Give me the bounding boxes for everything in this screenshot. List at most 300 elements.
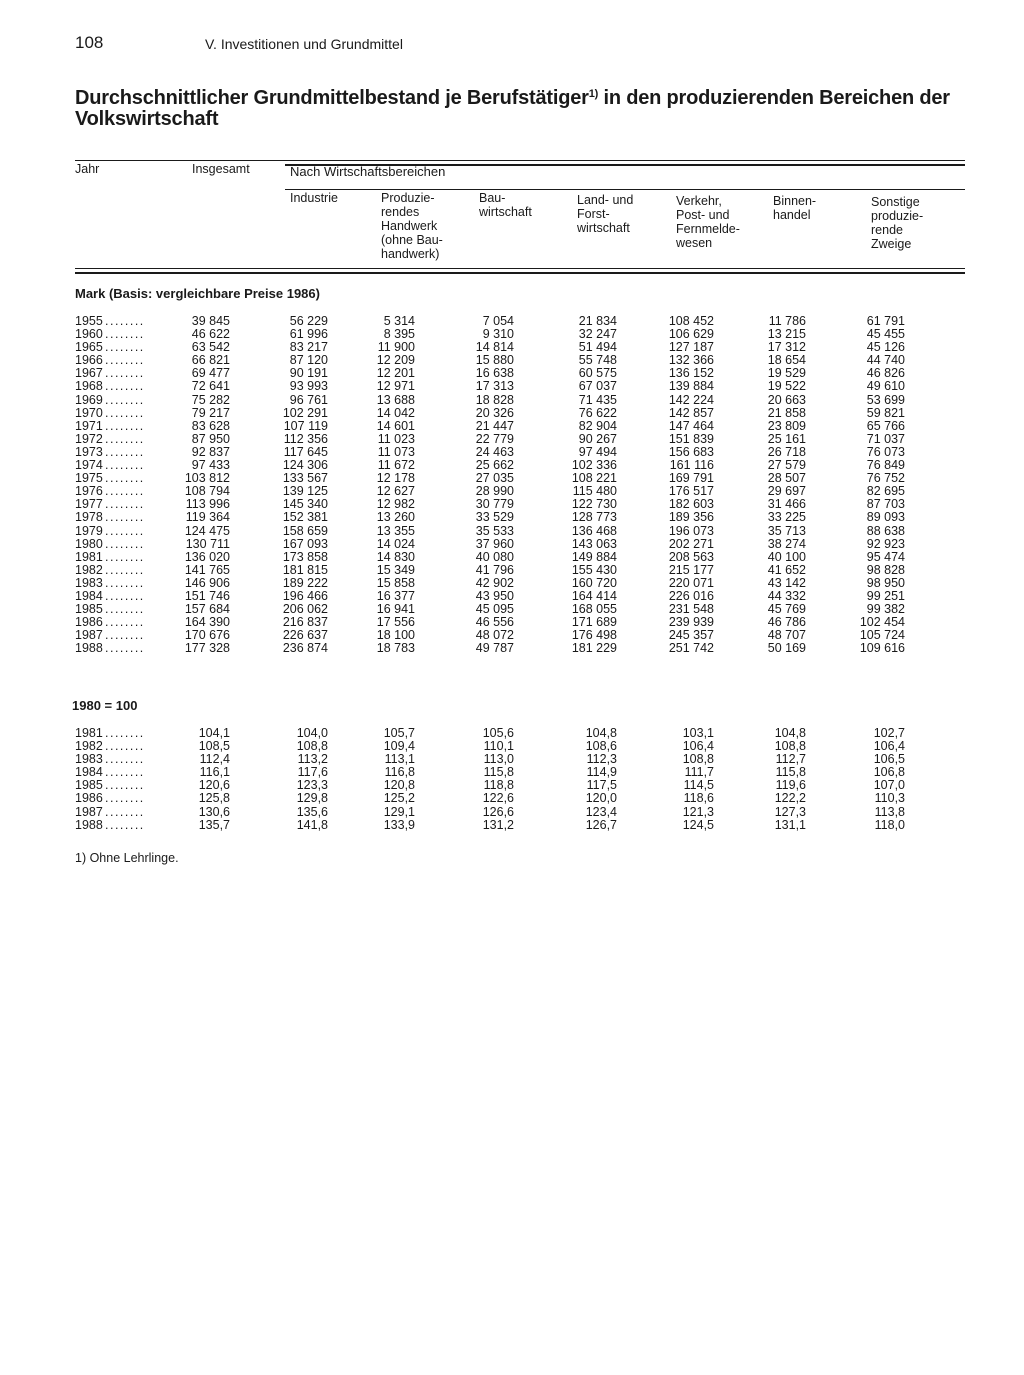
value-cell: 49 610 xyxy=(866,379,905,394)
value-cell: 7 054 xyxy=(482,314,514,328)
value-cell: 103,1 xyxy=(682,726,714,740)
value-cell: 45 126 xyxy=(866,340,905,355)
value-cell: 108 794 xyxy=(184,484,230,499)
value-cell: 109,4 xyxy=(383,739,415,754)
value-cell: 46 622 xyxy=(191,327,230,342)
dot-leader: ........ xyxy=(105,739,145,754)
table-row xyxy=(0,642,1024,655)
value-cell: 96 761 xyxy=(289,392,328,407)
year-cell: 1972 xyxy=(75,431,103,446)
value-cell: 104,1 xyxy=(198,726,230,740)
value-cell: 202 271 xyxy=(668,536,714,551)
year-cell: 1976 xyxy=(75,484,103,499)
value-cell: 16 941 xyxy=(376,602,415,617)
table-row xyxy=(0,792,1024,805)
value-cell: 142 224 xyxy=(668,392,714,407)
table-row xyxy=(0,394,1024,407)
year-cell: 1978 xyxy=(75,510,103,525)
value-cell: 22 779 xyxy=(475,431,514,446)
value-cell: 136 152 xyxy=(668,366,714,381)
value-cell: 118,8 xyxy=(483,778,514,793)
value-cell: 133 567 xyxy=(282,471,328,486)
value-cell: 72 641 xyxy=(191,379,230,394)
col-header-land: Land- und Forst- wirtschaft xyxy=(577,193,634,235)
value-cell: 20 663 xyxy=(767,392,806,407)
value-cell: 102 336 xyxy=(571,458,617,473)
value-cell: 63 542 xyxy=(191,340,230,355)
value-cell: 176 517 xyxy=(668,484,714,499)
value-cell: 128 773 xyxy=(571,510,617,525)
value-cell: 83 628 xyxy=(191,418,230,433)
value-cell: 14 830 xyxy=(376,549,415,564)
value-cell: 130,6 xyxy=(198,804,230,819)
value-cell: 127,3 xyxy=(774,804,806,819)
value-cell: 90 267 xyxy=(578,431,617,446)
value-cell: 216 837 xyxy=(282,615,328,630)
value-cell: 71 435 xyxy=(578,392,617,407)
value-cell: 131,1 xyxy=(774,817,806,832)
value-cell: 61 996 xyxy=(289,327,328,342)
value-cell: 106,4 xyxy=(873,739,905,754)
value-cell: 110,3 xyxy=(874,791,905,806)
value-cell: 82 695 xyxy=(866,484,905,499)
table-row xyxy=(0,525,1024,538)
value-cell: 113,1 xyxy=(384,752,415,767)
title-text: Durchschnittlicher Grundmittelbestand je Berufstätiger xyxy=(75,87,589,109)
value-cell: 231 548 xyxy=(668,602,714,617)
value-cell: 79 217 xyxy=(191,405,230,420)
value-cell: 71 037 xyxy=(866,431,905,446)
value-cell: 164 414 xyxy=(571,588,617,603)
value-cell: 112,7 xyxy=(775,752,806,767)
value-cell: 56 229 xyxy=(289,314,328,328)
year-cell: 1965 xyxy=(75,340,103,355)
section-label-mark: Mark (Basis: vergleichbare Preise 1986) xyxy=(75,286,320,301)
value-cell: 158 659 xyxy=(282,523,328,538)
year-cell: 1967 xyxy=(75,366,103,381)
year-cell: 1969 xyxy=(75,392,103,407)
dot-leader: ........ xyxy=(105,523,145,538)
header-sub-rule xyxy=(285,189,965,190)
value-cell: 16 377 xyxy=(376,588,415,603)
year-cell: 1973 xyxy=(75,444,103,459)
year-cell: 1988 xyxy=(75,641,103,656)
header-bottom-rule-thick xyxy=(75,272,965,274)
table-top-rule xyxy=(75,160,965,161)
value-cell: 12 982 xyxy=(376,497,415,512)
value-cell: 117,6 xyxy=(297,765,328,780)
value-cell: 104,0 xyxy=(296,726,328,740)
value-cell: 245 357 xyxy=(668,628,714,643)
table-row xyxy=(0,538,1024,551)
value-cell: 27 579 xyxy=(767,458,806,473)
dot-leader: ........ xyxy=(105,418,145,433)
dot-leader: ........ xyxy=(105,575,145,590)
value-cell: 89 093 xyxy=(866,510,905,525)
table-row xyxy=(0,433,1024,446)
value-cell: 125,8 xyxy=(198,791,230,806)
value-cell: 114,9 xyxy=(586,765,617,780)
value-cell: 50 169 xyxy=(767,641,806,656)
dot-leader: ........ xyxy=(105,444,145,459)
col-header-year: Jahr xyxy=(75,162,100,176)
dot-leader: ........ xyxy=(105,752,145,767)
value-cell: 167 093 xyxy=(282,536,328,551)
value-cell: 196 466 xyxy=(282,588,328,603)
value-cell: 11 023 xyxy=(377,431,415,446)
value-cell: 118,0 xyxy=(874,817,905,832)
value-cell: 40 080 xyxy=(475,549,514,564)
col-header-handwerk: Produzie- rendes Handwerk (ohne Bau- handwerk) xyxy=(381,191,443,261)
value-cell: 11 786 xyxy=(768,314,806,328)
dot-leader: ........ xyxy=(105,471,145,486)
value-cell: 109 616 xyxy=(859,641,905,656)
value-cell: 46 556 xyxy=(475,615,514,630)
dot-leader: ........ xyxy=(105,366,145,381)
value-cell: 18 654 xyxy=(767,353,806,368)
value-cell: 129,1 xyxy=(383,804,415,819)
value-cell: 76 849 xyxy=(866,458,905,473)
value-cell: 108,5 xyxy=(198,739,230,754)
year-cell: 1960 xyxy=(75,327,103,342)
value-cell: 105 724 xyxy=(859,628,905,643)
value-cell: 113,2 xyxy=(297,752,328,767)
dot-leader: ........ xyxy=(105,327,145,342)
value-cell: 120,0 xyxy=(585,791,617,806)
value-cell: 14 814 xyxy=(475,340,514,355)
running-head: V. Investitionen und Grundmittel xyxy=(205,36,403,52)
value-cell: 170 676 xyxy=(184,628,230,643)
value-cell: 115,8 xyxy=(483,765,514,780)
value-cell: 105,7 xyxy=(383,726,415,740)
value-cell: 104,8 xyxy=(774,726,806,740)
value-cell: 126,6 xyxy=(482,804,514,819)
value-cell: 117 645 xyxy=(283,444,328,459)
year-cell: 1987 xyxy=(75,804,103,819)
dot-leader: ........ xyxy=(105,340,145,355)
value-cell: 141 765 xyxy=(184,562,230,577)
value-cell: 12 209 xyxy=(376,353,415,368)
year-cell: 1980 xyxy=(75,536,103,551)
value-cell: 106,4 xyxy=(682,739,714,754)
value-cell: 113,8 xyxy=(874,804,905,819)
value-cell: 41 796 xyxy=(475,562,514,577)
year-cell: 1986 xyxy=(75,791,103,806)
value-cell: 106,8 xyxy=(873,765,905,780)
year-cell: 1983 xyxy=(75,575,103,590)
value-cell: 95 474 xyxy=(866,549,905,564)
value-cell: 145 340 xyxy=(282,497,328,512)
value-cell: 160 720 xyxy=(571,575,617,590)
value-cell: 127 187 xyxy=(668,340,714,355)
value-cell: 30 779 xyxy=(475,497,514,512)
value-cell: 20 326 xyxy=(475,405,514,420)
value-cell: 83 217 xyxy=(289,340,328,355)
year-cell: 1977 xyxy=(75,497,103,512)
value-cell: 65 766 xyxy=(866,418,905,433)
year-cell: 1982 xyxy=(75,739,103,754)
dot-leader: ........ xyxy=(105,628,145,643)
page-number: 108 xyxy=(75,33,104,52)
value-cell: 164 390 xyxy=(184,615,230,630)
value-cell: 9 310 xyxy=(482,327,514,342)
value-cell: 115,8 xyxy=(775,765,806,780)
value-cell: 99 251 xyxy=(866,588,905,603)
year-cell: 1987 xyxy=(75,628,103,643)
value-cell: 131,2 xyxy=(482,817,514,832)
value-cell: 92 923 xyxy=(866,536,905,551)
value-cell: 25 161 xyxy=(767,431,806,446)
dot-leader: ........ xyxy=(105,314,145,328)
value-cell: 236 874 xyxy=(282,641,328,656)
value-cell: 103 812 xyxy=(184,471,230,486)
year-cell: 1983 xyxy=(75,752,103,767)
value-cell: 87 703 xyxy=(866,497,905,512)
dot-leader: ........ xyxy=(105,765,145,780)
value-cell: 31 466 xyxy=(767,497,806,512)
year-cell: 1970 xyxy=(75,405,103,420)
table-row xyxy=(0,551,1024,564)
year-cell: 1986 xyxy=(75,615,103,630)
value-cell: 11 073 xyxy=(377,444,415,459)
title-text-rest: in den produzierenden Bereichen der Volkswirtschaft xyxy=(75,87,950,130)
value-cell: 108,8 xyxy=(296,739,328,754)
value-cell: 139 125 xyxy=(282,484,328,499)
year-cell: 1985 xyxy=(75,778,103,793)
value-cell: 239 939 xyxy=(668,615,714,630)
year-cell: 1988 xyxy=(75,817,103,832)
value-cell: 39 845 xyxy=(191,314,230,328)
value-cell: 102 291 xyxy=(282,405,328,420)
table-body-mark xyxy=(0,315,1024,655)
year-cell: 1975 xyxy=(75,471,103,486)
value-cell: 15 349 xyxy=(376,562,415,577)
value-cell: 26 718 xyxy=(767,444,806,459)
value-cell: 21 858 xyxy=(767,405,806,420)
col-header-industrie: Industrie xyxy=(290,191,338,205)
value-cell: 92 837 xyxy=(191,444,230,459)
value-cell: 226 637 xyxy=(282,628,328,643)
value-cell: 122,6 xyxy=(482,791,514,806)
value-cell: 27 035 xyxy=(475,471,514,486)
table-row xyxy=(0,806,1024,819)
value-cell: 176 498 xyxy=(571,628,617,643)
dot-leader: ........ xyxy=(105,817,145,832)
col-header-binnen: Binnen- handel xyxy=(773,194,817,222)
year-cell: 1984 xyxy=(75,765,103,780)
value-cell: 44 332 xyxy=(767,588,806,603)
year-cell: 1982 xyxy=(75,562,103,577)
dot-leader: ........ xyxy=(105,804,145,819)
value-cell: 46 826 xyxy=(866,366,905,381)
value-cell: 107 119 xyxy=(283,418,328,433)
value-cell: 48 707 xyxy=(767,628,806,643)
value-cell: 75 282 xyxy=(191,392,230,407)
value-cell: 126,7 xyxy=(585,817,617,832)
value-cell: 19 522 xyxy=(767,379,806,394)
dot-leader: ........ xyxy=(105,778,145,793)
table-body-index xyxy=(0,727,1024,832)
value-cell: 115 480 xyxy=(572,484,617,499)
dot-leader: ........ xyxy=(105,484,145,499)
value-cell: 76 073 xyxy=(866,444,905,459)
value-cell: 112,4 xyxy=(199,752,230,767)
value-cell: 105,6 xyxy=(482,726,514,740)
value-cell: 189 356 xyxy=(668,510,714,525)
value-cell: 169 791 xyxy=(668,471,714,486)
value-cell: 46 786 xyxy=(767,615,806,630)
value-cell: 116,1 xyxy=(199,765,230,780)
value-cell: 122,2 xyxy=(774,791,806,806)
value-cell: 66 821 xyxy=(191,353,230,368)
value-cell: 135,7 xyxy=(198,817,230,832)
value-cell: 99 382 xyxy=(866,602,905,617)
value-cell: 120,8 xyxy=(383,778,415,793)
value-cell: 18 783 xyxy=(376,641,415,656)
value-cell: 13 260 xyxy=(376,510,415,525)
value-cell: 98 950 xyxy=(866,575,905,590)
value-cell: 38 274 xyxy=(767,536,806,551)
value-cell: 12 971 xyxy=(376,379,415,394)
value-cell: 51 494 xyxy=(578,340,617,355)
value-cell: 49 787 xyxy=(475,641,514,656)
value-cell: 208 563 xyxy=(668,549,714,564)
table-row xyxy=(0,564,1024,577)
dot-leader: ........ xyxy=(105,536,145,551)
dot-leader: ........ xyxy=(105,726,145,740)
title-footnote-marker: 1) xyxy=(588,88,599,100)
year-cell: 1966 xyxy=(75,353,103,368)
value-cell: 141,8 xyxy=(296,817,328,832)
table-row xyxy=(0,420,1024,433)
value-cell: 41 652 xyxy=(767,562,806,577)
value-cell: 33 529 xyxy=(475,510,514,525)
value-cell: 152 381 xyxy=(282,510,328,525)
value-cell: 45 769 xyxy=(767,602,806,617)
value-cell: 177 328 xyxy=(184,641,230,656)
value-cell: 124 475 xyxy=(184,523,230,538)
value-cell: 17 312 xyxy=(767,340,806,355)
value-cell: 67 037 xyxy=(578,379,617,394)
value-cell: 98 828 xyxy=(866,562,905,577)
value-cell: 93 993 xyxy=(289,379,328,394)
value-cell: 124 306 xyxy=(282,458,328,473)
value-cell: 21 834 xyxy=(578,314,617,328)
value-cell: 108,8 xyxy=(682,752,714,767)
page-title xyxy=(75,84,955,130)
dot-leader: ........ xyxy=(105,549,145,564)
value-cell: 59 821 xyxy=(866,405,905,420)
value-cell: 12 178 xyxy=(376,471,415,486)
value-cell: 129,8 xyxy=(296,791,328,806)
value-cell: 14 601 xyxy=(376,418,415,433)
footnote: 1) Ohne Lehrlinge. xyxy=(75,851,179,865)
value-cell: 11 900 xyxy=(377,340,415,355)
dot-leader: ........ xyxy=(105,562,145,577)
value-cell: 102,7 xyxy=(873,726,905,740)
value-cell: 14 024 xyxy=(376,536,415,551)
value-cell: 119,6 xyxy=(775,778,806,793)
header-bottom-rule xyxy=(75,268,965,269)
dot-leader: ........ xyxy=(105,497,145,512)
dot-leader: ........ xyxy=(105,791,145,806)
value-cell: 156 683 xyxy=(668,444,714,459)
value-cell: 112 356 xyxy=(283,431,328,446)
value-cell: 220 071 xyxy=(668,575,714,590)
value-cell: 251 742 xyxy=(668,641,714,656)
value-cell: 181 815 xyxy=(282,562,328,577)
value-cell: 76 622 xyxy=(578,405,617,420)
value-cell: 132 366 xyxy=(668,353,714,368)
value-cell: 104,8 xyxy=(585,726,617,740)
value-cell: 16 638 xyxy=(475,366,514,381)
value-cell: 87 120 xyxy=(289,353,328,368)
value-cell: 11 672 xyxy=(377,458,415,473)
value-cell: 12 627 xyxy=(376,484,415,499)
value-cell: 121,3 xyxy=(682,804,714,819)
value-cell: 8 395 xyxy=(383,327,415,342)
col-header-bau: Bau- wirtschaft xyxy=(479,191,532,219)
value-cell: 19 529 xyxy=(767,366,806,381)
value-cell: 124,5 xyxy=(682,817,714,832)
value-cell: 110,1 xyxy=(483,739,514,754)
year-cell: 1979 xyxy=(75,523,103,538)
value-cell: 107,0 xyxy=(873,778,905,793)
value-cell: 122 730 xyxy=(571,497,617,512)
value-cell: 173 858 xyxy=(282,549,328,564)
value-cell: 48 072 xyxy=(475,628,514,643)
col-header-total: Insgesamt xyxy=(192,162,250,176)
value-cell: 139 884 xyxy=(668,379,714,394)
value-cell: 17 556 xyxy=(376,615,415,630)
value-cell: 106 629 xyxy=(668,327,714,342)
value-cell: 118,6 xyxy=(683,791,714,806)
value-cell: 149 884 xyxy=(571,549,617,564)
value-cell: 29 697 xyxy=(767,484,806,499)
value-cell: 53 699 xyxy=(866,392,905,407)
value-cell: 45 095 xyxy=(475,602,514,617)
dot-leader: ........ xyxy=(105,458,145,473)
value-cell: 125,2 xyxy=(383,791,415,806)
value-cell: 161 116 xyxy=(669,458,714,473)
year-cell: 1974 xyxy=(75,458,103,473)
value-cell: 15 858 xyxy=(376,575,415,590)
section-label-index: 1980 = 100 xyxy=(72,698,138,713)
value-cell: 87 950 xyxy=(191,431,230,446)
year-cell: 1968 xyxy=(75,379,103,394)
value-cell: 35 533 xyxy=(475,523,514,538)
dot-leader: ........ xyxy=(105,602,145,617)
value-cell: 40 100 xyxy=(767,549,806,564)
value-cell: 13 688 xyxy=(376,392,415,407)
value-cell: 108 221 xyxy=(571,471,617,486)
value-cell: 28 507 xyxy=(767,471,806,486)
value-cell: 119 364 xyxy=(185,510,230,525)
value-cell: 97 433 xyxy=(191,458,230,473)
value-cell: 17 313 xyxy=(475,379,514,394)
dot-leader: ........ xyxy=(105,392,145,407)
value-cell: 82 904 xyxy=(578,418,617,433)
year-cell: 1981 xyxy=(75,549,103,564)
value-cell: 120,6 xyxy=(198,778,230,793)
value-cell: 106,5 xyxy=(873,752,905,767)
value-cell: 43 950 xyxy=(475,588,514,603)
dot-leader: ........ xyxy=(105,588,145,603)
value-cell: 44 740 xyxy=(866,353,905,368)
value-cell: 182 603 xyxy=(668,497,714,512)
value-cell: 133,9 xyxy=(383,817,415,832)
value-cell: 113,0 xyxy=(483,752,514,767)
